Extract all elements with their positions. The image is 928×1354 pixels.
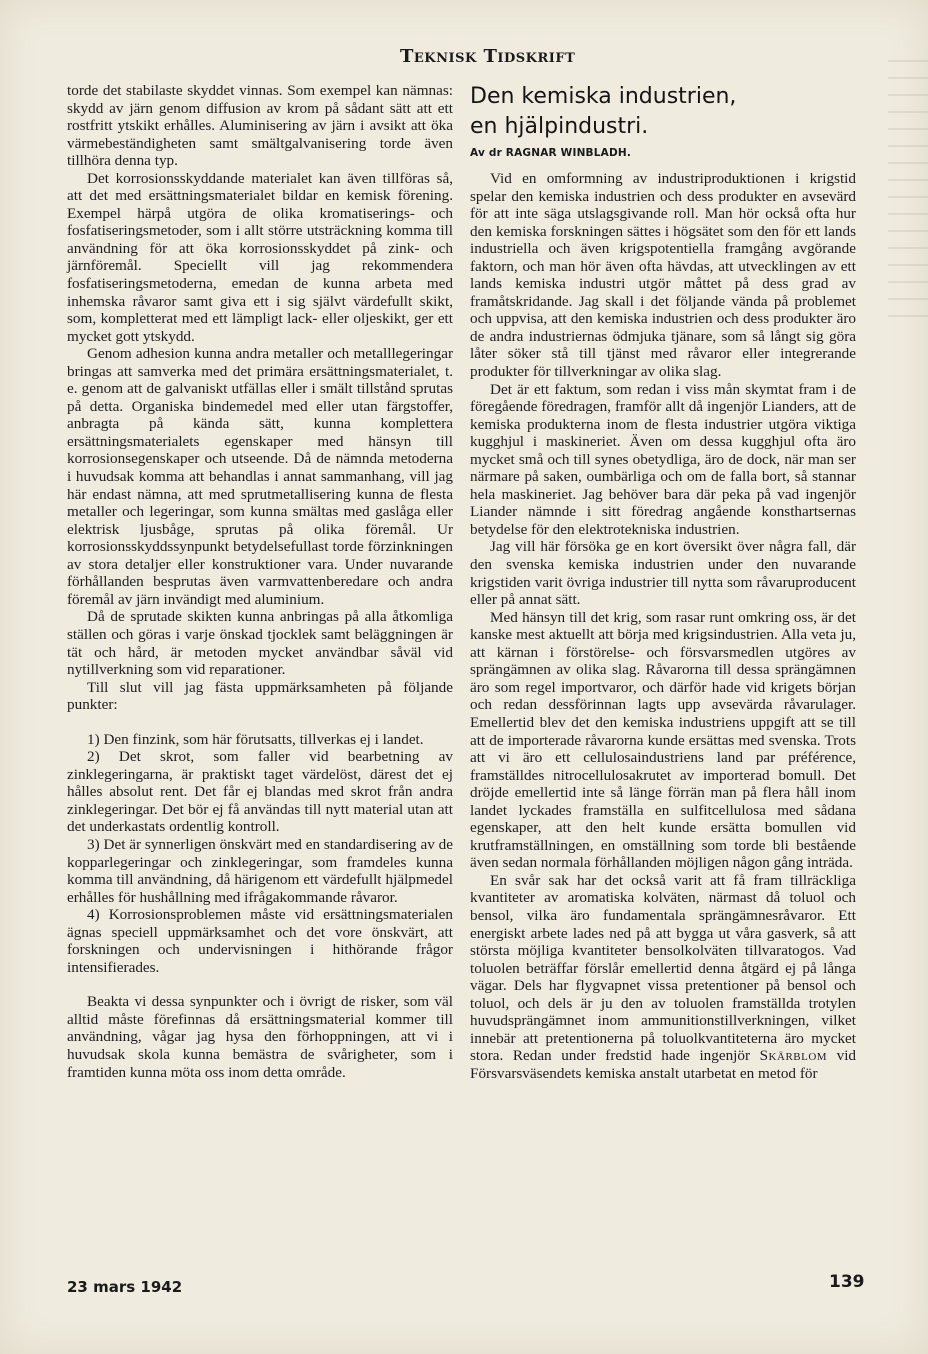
bleed-through-text <box>888 60 928 320</box>
article-title <box>470 82 856 142</box>
list-item: 1) Den finzink, som här förutsatts, tillverkas ej i landet. <box>87 730 424 748</box>
page-number: 139 <box>829 1272 865 1292</box>
byline: Av dr RAGNAR WINBLADH. <box>470 147 632 159</box>
right-column <box>470 170 856 1082</box>
journal-header: Teknisk Tidskrift <box>400 46 576 67</box>
paragraph: Det korrosionsskyddande materialet kan även tillföras så, att det med ersättningsmaterialet bildar en kemisk förening. Exempel härpå utgöra de olika kromatiserings- och fosfatiseringsmetoder, som i allt större utsträckning komma till användning för att öka korrosionsskyddet på zink- och järnföremål. Speciellt vill jag rekommendera fosfatiseringsmetoderna, emedan de kunna arbeta med inhemska råvaror samt giva ett i sig självt värdefullt skikt, som, kompletterat med ett lämpligt lack- eller oljeskikt, ger ett mycket gott ytskydd. <box>67 169 453 345</box>
paragraph: Med hänsyn till det krig, som rasar runt omkring oss, är det kanske mest aktuellt att börja med krigsindustrien. Alla veta ju, att kärnan i förstörelse- och försvarsmedlen utgöres av sprängämnen av olika slag. Råvarorna till dessa sprängämnen äro som regel importvaror, och därför hade vid krigets början och redan dessförinnan lagts upp avsevärda råvarulager. Emellertid blev det den kemiska industriens uppgift att se till att de importerade råvarorna kunde ersättas med svenska. Trots att vi äro ett cellulosaindustriens land par préférence, framställdes nitrocellulosakrutet av importerad bomull. Det dröjde emellertid inte så länge förrän man på flera håll inom landet lyckades framställa en sulfitcellulosa med sådana egenskaper, att den helt kunde ersätta bomullen vid krutframställningen, en omställning som torde bli bestående även sedan normala förhållanden möjligen någon gång inträda. <box>470 608 856 872</box>
paragraph: Då de sprutade skikten kunna anbringas på alla åtkomliga ställen och göras i varje önskad tjocklek samt beläggningen är tät och hård, är metoden mycket användbar såväl vid nytillverkning som vid reparationer. <box>67 608 453 679</box>
paragraph: Beakta vi dessa synpunkter och i övrigt de risker, som väl alltid måste förefinnas då ersättningsmaterial kommer till användning, vågar jag hysa den förhoppningen, att vi i huvudsak skola kunna bemästra de svårigheter, som i framtiden kunna möta oss inom detta område. <box>67 993 453 1081</box>
paragraph <box>470 872 856 1083</box>
list-item: 4) Korrosionsproblemen måste vid ersättningsmaterialen ägnas speciell uppmärksamhet och det vore önskvärt, att forskningen och undervisningen i hithörande frågor intensifierades. <box>67 906 453 976</box>
list-item: 2) Det skrot, som faller vid bearbetning av zinklegeringarna, är praktiskt taget värdelöst, därest det ej hålles absolut rent. Det får ej blandas med skrot från andra zinklegeringar. Det bör ej få användas till nytt material utan att det underkastats ordentlig kontroll. <box>67 748 453 836</box>
paragraph: torde det stabilaste skyddet vinnas. Som exempel kan nämnas: skydd av järn genom diffusion av krom på sådant sätt att ett rostfritt ytskikt erhålles. Aluminisering av järn i avsikt att öka värmebeständigheten samt smältgalvanisering torde även tillhöra denna typ. <box>67 82 453 170</box>
paragraph: Genom adhesion kunna andra metaller och metalllegeringar bringas att samverka med det primära ersättningsmaterialet, t. e. genom att de galvaniskt utfällas eller i smält tillstånd sprutas på detta. Organiska bindemedel med eller utan färgstoffer, anbragta på kända sätt, kunna komplettera ersättningsmaterialets egenskaper med hänsyn till korrosionsegenskaper och utseende. Då de nämnda metoderna i huvudsak komma att behandlas i annat sammanhang, vill jag här endast nämna, att med sprutmetallisering kunna de flesta metaller och legeringar, som kunna smältas med gaslåga eller elektrisk ljusbåge, sprutas på olika föremål. Ur korrosionsskyddssynpunkt betydelsefullast torde förzinkningen av stora detaljer eller konstruktioner vara. Under nuvarande förhållanden besprutas även varmvattenberedare och andra föremål av järn invändigt med aluminium. <box>67 345 453 608</box>
list-item: 3) Det är synnerligen önskvärt med en standardisering av de kopparlegeringar och zinklegeringar, som framdeles kunna komma till användning, då härigenom ett värdefullt hjälpmedel erhålles för hushållning med ifrågakommande råvaror. <box>67 835 453 906</box>
paragraph-text: En svår sak har det också varit att få fram tillräckliga kvantiteter av aromatiska kolväten, närmast då toluol och bensol, vilka äro fundamentala sprängämnesråvaror. Ett energiskt arbete lades ned på att bygga ut våra gasverk, så att största möjliga kvantiteter bensolkolväten tillvaratogos. Vad toluolen beträffar förslår emellertid denna åtgärd ej på långa vägar. Dels har flygvapnet vissa pretentioner på bensol och toluol, och dels är ju den av toluolen framställda trotylen huvudsprängämnet inom ammunitionstillverkningen, vilket innebär att pretentionerna på toluolkvantiteterna äro mycket stora. Redan under fredstid hade ingenjör <box>470 871 856 1065</box>
paragraph: Jag vill här försöka ge en kort översikt över några fall, där den svenska kemiska industrien under den nuvarande krigstiden varit övriga industrier till nytta som råvaruproducent eller på annat sätt. <box>470 538 856 609</box>
paragraph: Till slut vill jag fästa uppmärksamheten på följande punkter: <box>67 678 453 714</box>
author-name: Skärblom <box>759 1047 828 1065</box>
paragraph: Vid en omformning av industriproduktionen i krigstid spelar den kemiska industrien och dess produkter en avsevärd för att inte säga utslagsgivande roll. Man hör också ofta hur den kemiska forskningen sättes i högsätet som den för ett lands industriella och även krigspotentiella framgång avgörande faktorn, och man hör även ofta hävdas, att utvecklingen av ett lands kemiska industri utgör måttet på dess grad av framåtskridande. Jag skall i det följande vända på problemet och uppvisa, att den kemiska industrien och dess produkter äro de andra industriernas ödmjuka tjänare, som så långt sig göra låter söker stå till tjänst med råvaror eller integrerande produkter för tillverkningar av olika slag. <box>470 170 856 381</box>
title-line: en hjälpindustri. <box>470 114 649 139</box>
paragraph: Det är ett faktum, som redan i viss mån skymtat fram i de föregående föredragen, framför allt då ingenjör Lianders, att de kemiska produkterna inom de flesta industrier utgöra viktiga kugghjul i maskineriet. Även om dessa kugghjul ofta äro mycket små och till synes obetydliga, äro de dock, när man ser närmare på saken, oumbärliga och om de falla bort, så stannar hela maskineriet. Jag behöver bara där peka på vad ingenjör Liander nämnde i sitt föredrag angående konsthartsernas betydelse för den elektrotekniska industrien. <box>470 380 856 538</box>
title-line: Den kemiska industrien, <box>470 84 737 109</box>
issue-date: 23 mars 1942 <box>67 1278 183 1296</box>
left-column <box>67 82 453 1081</box>
paragraph-tail: vid Försvarsväsendets kemiska anstalt utarbetat en metod för <box>470 1047 857 1082</box>
